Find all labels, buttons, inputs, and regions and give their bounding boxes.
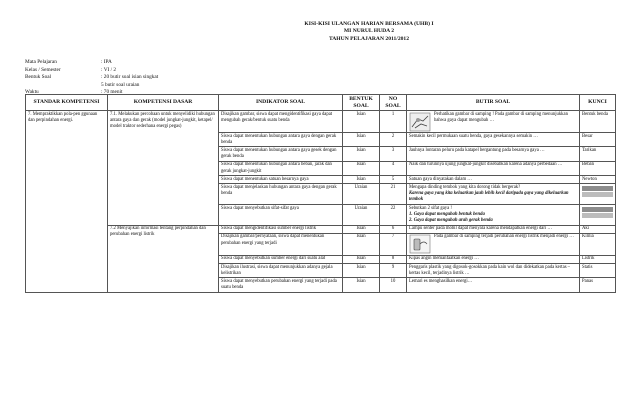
no-cell: 6 — [380, 225, 407, 233]
kunci-cell — [580, 184, 616, 205]
title-line-2: MI NURUL HUDA 2 — [343, 28, 395, 35]
indikator-cell: Siswa dapat menentukan hubungan antara gaya dengan gerak benda — [219, 133, 343, 147]
shaded-block — [582, 186, 613, 191]
kunci-cell: Tarikan — [580, 147, 616, 161]
meta-value: : IPA — [101, 59, 112, 65]
bentuk-cell: Isian — [343, 176, 380, 184]
kompetensi-dasar-cell: 7.2 Menyajikan informasi tentang perpindahan dan perubahan energi listrik — [108, 225, 219, 292]
kunci-cell: Listrik — [580, 255, 616, 263]
exam-metadata — [25, 59, 158, 97]
bentuk-cell: Isian — [343, 278, 380, 292]
col-kompetensi-dasar: KOMPETENSI DASAR — [108, 95, 219, 111]
battery-charger-image — [409, 234, 431, 254]
table-header-row — [26, 95, 616, 111]
meta-value: : VI / 2 — [101, 66, 117, 73]
butir-cell — [407, 111, 580, 133]
meta-label — [25, 82, 101, 90]
col-standar-kompetensi: STANDAR KOMPETENSI — [26, 95, 108, 111]
table-row — [26, 111, 616, 133]
meta-label: Kelas / Semester — [25, 66, 61, 73]
indikator-cell: Disajikan gambar, siswa dapat mengidentifikasi gaya dapat mengubah gerak/bentuk suatu benda — [219, 111, 343, 133]
no-cell: 5 — [380, 176, 407, 184]
butir-text: Pada gambar di samping terjadi perubahan energi listrik menjadi energi … — [434, 234, 574, 240]
no-cell: 22 — [380, 205, 407, 226]
indikator-cell: Siswa dapat mengidentifikasi sumber energi listrik — [219, 225, 343, 233]
col-no-soal: NO SOAL — [380, 95, 407, 111]
butir-cell: Lampu senter pada mobil dapat menyala karena mendapatkan energi dari … — [407, 225, 580, 233]
kompetensi-dasar-cell: 7.1. Melakukan percobaan untuk menyelidiki hubungan antara gaya dan gerak (model jungkat-jungkit, ketapel/ model traktor sederhana energi pegas) — [108, 111, 219, 226]
bentuk-cell: Isian — [343, 161, 380, 175]
bentuk-cell: Uraian — [343, 184, 380, 205]
col-butir-soal: BUTIR SOAL — [407, 95, 580, 111]
indikator-cell: Siswa dapat menyebutkan perubahan energi yang terjadi pada suatu benda — [219, 278, 343, 292]
hand-pressing-object-image — [409, 112, 431, 132]
meta-label: Bentuk Soal — [25, 74, 52, 81]
butir-cell: Kipas angin memanfaatkan energi … — [407, 255, 580, 263]
no-cell: 4 — [380, 161, 407, 175]
butir-cell — [407, 233, 580, 255]
no-cell: 2 — [380, 133, 407, 147]
meta-value: : 20 butir soal isian singkat — [101, 74, 159, 81]
butir-cell: Jauhnya lontaran peluru pada katapel bergantung pada besarnya gaya … — [407, 147, 580, 161]
meta-value: : 70 menit — [101, 89, 123, 96]
bentuk-cell: Isian — [343, 225, 380, 233]
indikator-cell: Disajikan gambar/pernyataan, siswa dapat menentukan perubahan energi yang terjadi — [219, 233, 343, 255]
kunci-cell: Besar — [580, 133, 616, 147]
title-line-3: TAHUN PELAJARAN 2011/2012 — [328, 35, 410, 42]
indikator-cell: Siswa dapat menyebutkan sumber energi dari suatu alat — [219, 255, 343, 263]
meta-label: Waktu — [25, 89, 39, 96]
butir-answer: 2. Gaya dapat mengubah arah gerak benda — [409, 217, 493, 223]
shaded-block — [582, 213, 613, 218]
kisi-kisi-table — [25, 94, 616, 293]
no-cell: 1 — [380, 111, 407, 133]
indikator-cell: Siswa dapat menentukan hubungan antara beban, jarak dan gerak jungkat-jungkit — [219, 161, 343, 175]
butir-answer: 1. Gaya dapat mengubah bentuk benda — [409, 211, 485, 217]
bentuk-cell: Uraian — [343, 205, 380, 226]
kunci-cell: Statis — [580, 264, 616, 278]
indikator-cell: Siswa dapat menjelaskan hubungan antara gaya dengan gerak benda — [219, 184, 343, 205]
shaded-block — [582, 192, 613, 197]
col-kunci: KUNCI — [580, 95, 616, 111]
title-line-1: KISI-KISI ULANGAN HARIAN BERSAMA (UHB) I — [304, 21, 434, 27]
col-indikator-soal: INDIKATOR SOAL — [219, 95, 343, 111]
document-title — [0, 21, 638, 43]
butir-answer: Karena gaya yang kita keluarkan jauh lebih kecil daripada gaya yang dikeluarkan tembok — [409, 191, 569, 203]
bentuk-cell: Isian — [343, 147, 380, 161]
kunci-cell — [580, 205, 616, 226]
butir-question: Sebutkan 2 sifat gaya ! — [409, 205, 452, 211]
indikator-cell: Disajikan ilustrasi, siswa dapat menunjukkan adanya gejala kelistrikan — [219, 264, 343, 278]
table-row — [26, 225, 616, 233]
butir-cell: Lemari es menghasilkan energi… — [407, 278, 580, 292]
kunci-cell: Aki — [580, 225, 616, 233]
col-bentuk-soal: BENTUK SOAL — [343, 95, 380, 111]
meta-label: Mata Pelajaran — [25, 59, 57, 65]
indikator-cell: Siswa dapat menentukan hubungan antara gaya gesek dengan gerak benda — [219, 147, 343, 161]
bentuk-cell: Isian — [343, 233, 380, 255]
butir-cell: Satuan gaya dinyatakan dalam … — [407, 176, 580, 184]
no-cell: 8 — [380, 255, 407, 263]
bentuk-cell: Isian — [343, 111, 380, 133]
standar-kompetensi-cell: 7. Mempraktikkan pola-pen ggunaan dan perpindahan energi. — [26, 111, 108, 293]
no-cell: 10 — [380, 278, 407, 292]
kunci-cell: Panas — [580, 278, 616, 292]
indikator-cell: Siswa dapat menyebutkan sifat-sifat gaya — [219, 205, 343, 226]
butir-question: Mengapa dinding tembok yang kita dorong tidak bergerak? — [409, 184, 521, 190]
butir-cell: Semakin kecil permukaan suatu benda, gaya gesekannya semakin … — [407, 133, 580, 147]
no-cell: 7 — [380, 233, 407, 255]
butir-cell — [407, 184, 580, 205]
bentuk-cell: Isian — [343, 133, 380, 147]
no-cell: 3 — [380, 147, 407, 161]
bentuk-cell: Isian — [343, 264, 380, 278]
butir-text: Perhatikan gambar di samping ! Pada gambar di samping menunjukkan bahwa gaya dapat mengubah … — [434, 111, 568, 123]
no-cell: 9 — [380, 264, 407, 278]
no-cell: 21 — [380, 184, 407, 205]
meta-value: 5 butir soal uraian — [101, 81, 140, 88]
indikator-cell: Siswa dapat menentukan satuan besarnya gaya — [219, 176, 343, 184]
kunci-cell: Bentuk benda — [580, 111, 616, 133]
kunci-cell: Beban — [580, 161, 616, 175]
butir-cell — [407, 205, 580, 226]
shaded-block — [582, 207, 613, 212]
kunci-cell: Newton — [580, 176, 616, 184]
kunci-cell: Kimia — [580, 233, 616, 255]
butir-cell: Naik dan turunnya ujung jungkat-jungkit disebabkan karena adanya perbedaan … — [407, 161, 580, 175]
bentuk-cell: Isian — [343, 255, 380, 263]
butir-cell: Penggaris plastik yang digosok-gosokkan pada kain wol dan didekatkan pada kertas – kertas kecil, terjadinya listrik … — [407, 264, 580, 278]
